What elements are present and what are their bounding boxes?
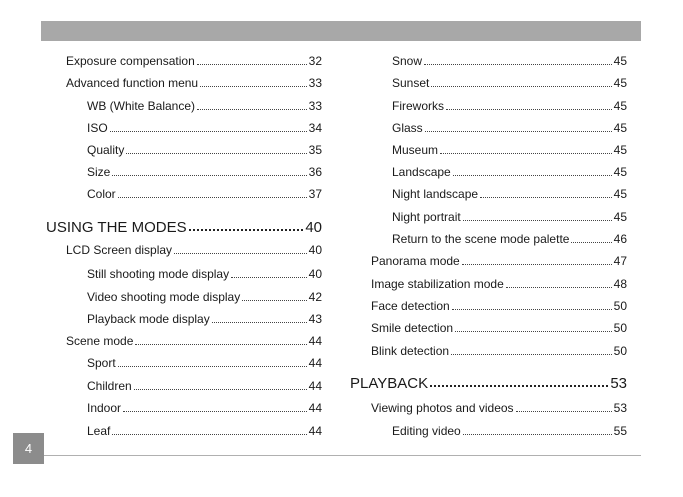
toc-entry-label: Landscape [392, 165, 451, 179]
toc-entry-page: 46 [613, 232, 627, 246]
toc-entry-page: 34 [308, 121, 322, 135]
toc-leader-dots [118, 197, 307, 198]
toc-entry[interactable] [87, 119, 322, 135]
toc-section-heading[interactable] [46, 215, 322, 235]
toc-entry[interactable] [87, 310, 322, 326]
toc-entry-page: 32 [308, 54, 322, 68]
toc-leader-dots [430, 385, 608, 387]
toc-leader-dots [506, 287, 612, 288]
toc-leader-dots [123, 411, 307, 412]
toc-entry-label: Sport [87, 356, 116, 370]
toc-leader-dots [462, 264, 612, 265]
toc-leader-dots [440, 153, 612, 154]
toc-entry[interactable] [87, 185, 322, 201]
toc-entry-label: ISO [87, 121, 108, 135]
toc-entry-label: Still shooting mode display [87, 267, 230, 281]
toc-leader-dots [112, 434, 306, 435]
toc-leader-dots [516, 411, 612, 412]
toc-entry-label: Glass [392, 121, 423, 135]
toc-entry-page: 42 [308, 290, 322, 304]
toc-entry-page: 45 [613, 165, 627, 179]
toc-entry-label: Scene mode [66, 334, 134, 348]
toc-entry-label: Sunset [392, 76, 430, 90]
page-number: 4 [13, 433, 44, 464]
toc-leader-dots [197, 64, 307, 65]
toc-entry-page: 33 [308, 76, 322, 90]
toc-leader-dots [452, 309, 612, 310]
toc-entry-page: 45 [613, 143, 627, 157]
toc-entry[interactable] [87, 97, 322, 113]
toc-entry-page: 45 [613, 187, 627, 201]
toc-leader-dots [118, 366, 307, 367]
toc-entry[interactable] [392, 97, 627, 113]
toc-entry-label: Face detection [371, 299, 450, 313]
toc-entry[interactable] [87, 141, 322, 157]
toc-entry-label: Snow [392, 54, 423, 68]
toc-entry-label: PLAYBACK [350, 375, 429, 392]
toc-entry[interactable] [392, 422, 627, 438]
toc-entry-page: 55 [613, 424, 627, 438]
toc-entry-label: Museum [392, 143, 439, 157]
toc-entry-label: USING THE MODES [46, 219, 187, 236]
toc-entry-page: 40 [305, 219, 322, 236]
toc-entry-page: 36 [308, 165, 322, 179]
toc-entry-page: 48 [613, 277, 627, 291]
toc-entry-page: 44 [308, 379, 322, 393]
toc-entry-page: 43 [308, 312, 322, 326]
toc-leader-dots [463, 434, 612, 435]
toc-entry-page: 40 [308, 243, 322, 257]
toc-entry-label: Smile detection [371, 321, 454, 335]
toc-entry-label: Panorama mode [371, 254, 460, 268]
toc-entry[interactable] [392, 163, 627, 179]
toc-entry[interactable] [371, 342, 627, 358]
toc-entry[interactable] [87, 399, 322, 415]
toc-entry[interactable] [392, 52, 627, 68]
toc-entry[interactable] [87, 422, 322, 438]
toc-entry[interactable] [87, 288, 322, 304]
toc-leader-dots [425, 131, 612, 132]
toc-entry-page: 45 [613, 210, 627, 224]
toc-entry-label: Viewing photos and videos [371, 401, 514, 415]
toc-entry-label: Exposure compensation [66, 54, 195, 68]
toc-entry-page: 44 [308, 334, 322, 348]
toc-entry[interactable] [392, 74, 627, 90]
toc-entry-label: Quality [87, 143, 125, 157]
toc-entry[interactable] [371, 275, 627, 291]
toc-leader-dots [135, 344, 306, 345]
toc-leader-dots [451, 354, 612, 355]
toc-leader-dots [463, 220, 612, 221]
toc-entry[interactable] [87, 265, 322, 281]
toc-entry-page: 45 [613, 99, 627, 113]
toc-entry-label: Indoor [87, 401, 122, 415]
toc-entry-label: Video shooting mode display [87, 290, 241, 304]
toc-entry[interactable] [371, 399, 627, 415]
toc-leader-dots [424, 64, 612, 65]
footer-rule [44, 455, 641, 456]
toc-leader-dots [571, 242, 611, 243]
toc-entry[interactable] [371, 297, 627, 313]
toc-entry-label: Night landscape [392, 187, 479, 201]
toc-entry[interactable] [87, 163, 322, 179]
toc-entry-label: Fireworks [392, 99, 445, 113]
toc-leader-dots [231, 277, 307, 278]
toc-entry-page: 33 [308, 99, 322, 113]
toc-entry[interactable] [392, 230, 627, 246]
toc-entry-label: LCD Screen display [66, 243, 173, 257]
toc-entry-label: Image stabilization mode [371, 277, 504, 291]
toc-entry-label: Advanced function menu [66, 76, 199, 90]
toc-leader-dots [197, 109, 307, 110]
toc-entry[interactable] [66, 74, 322, 90]
toc-entry-label: Size [87, 165, 111, 179]
toc-leader-dots [480, 197, 612, 198]
toc-entry-label: Return to the scene mode palette [392, 232, 570, 246]
toc-entry-page: 44 [308, 401, 322, 415]
toc-leader-dots [212, 322, 307, 323]
toc-leader-dots [242, 300, 306, 301]
toc-entry[interactable] [392, 185, 627, 201]
toc-section-heading[interactable] [350, 371, 627, 391]
toc-entry[interactable] [87, 377, 322, 393]
toc-leader-dots [200, 86, 307, 87]
toc-entry-page: 40 [308, 267, 322, 281]
toc-entry-page: 45 [613, 76, 627, 90]
toc-entry[interactable] [392, 119, 627, 135]
toc-entry-label: WB (White Balance) [87, 99, 196, 113]
toc-leader-dots [126, 153, 306, 154]
toc-entry-label: Children [87, 379, 132, 393]
toc-entry-label: Playback mode display [87, 312, 210, 326]
toc-entry-page: 50 [613, 344, 627, 358]
toc-entry-page: 37 [308, 187, 322, 201]
toc-leader-dots [189, 229, 304, 231]
toc-entry-page: 53 [610, 375, 627, 392]
toc-entry[interactable] [87, 354, 322, 370]
toc-entry[interactable] [66, 241, 322, 257]
toc-entry-page: 50 [613, 299, 627, 313]
toc-leader-dots [174, 253, 307, 254]
toc-entry-label: Leaf [87, 424, 111, 438]
toc-entry-page: 50 [613, 321, 627, 335]
toc-entry-page: 44 [308, 424, 322, 438]
toc-leader-dots [134, 389, 307, 390]
toc-leader-dots [446, 109, 612, 110]
toc-entry-page: 44 [308, 356, 322, 370]
toc-entry[interactable] [392, 141, 627, 157]
toc-leader-dots [455, 331, 612, 332]
toc-entry-label: Night portrait [392, 210, 461, 224]
toc-leader-dots [112, 175, 306, 176]
toc-entry[interactable] [392, 208, 627, 224]
toc-entry[interactable] [371, 319, 627, 335]
toc-entry[interactable] [66, 332, 322, 348]
toc-entry-page: 47 [613, 254, 627, 268]
toc-entry-page: 53 [613, 401, 627, 415]
header-bar [41, 21, 641, 41]
toc-entry-label: Blink detection [371, 344, 450, 358]
toc-entry-page: 35 [308, 143, 322, 157]
toc-entry[interactable] [66, 52, 322, 68]
toc-leader-dots [431, 86, 611, 87]
toc-entry[interactable] [371, 252, 627, 268]
toc-entry-page: 45 [613, 54, 627, 68]
toc-leader-dots [110, 131, 307, 132]
toc-leader-dots [453, 175, 612, 176]
toc-entry-label: Editing video [392, 424, 461, 438]
toc-entry-label: Color [87, 187, 116, 201]
toc-entry-page: 45 [613, 121, 627, 135]
